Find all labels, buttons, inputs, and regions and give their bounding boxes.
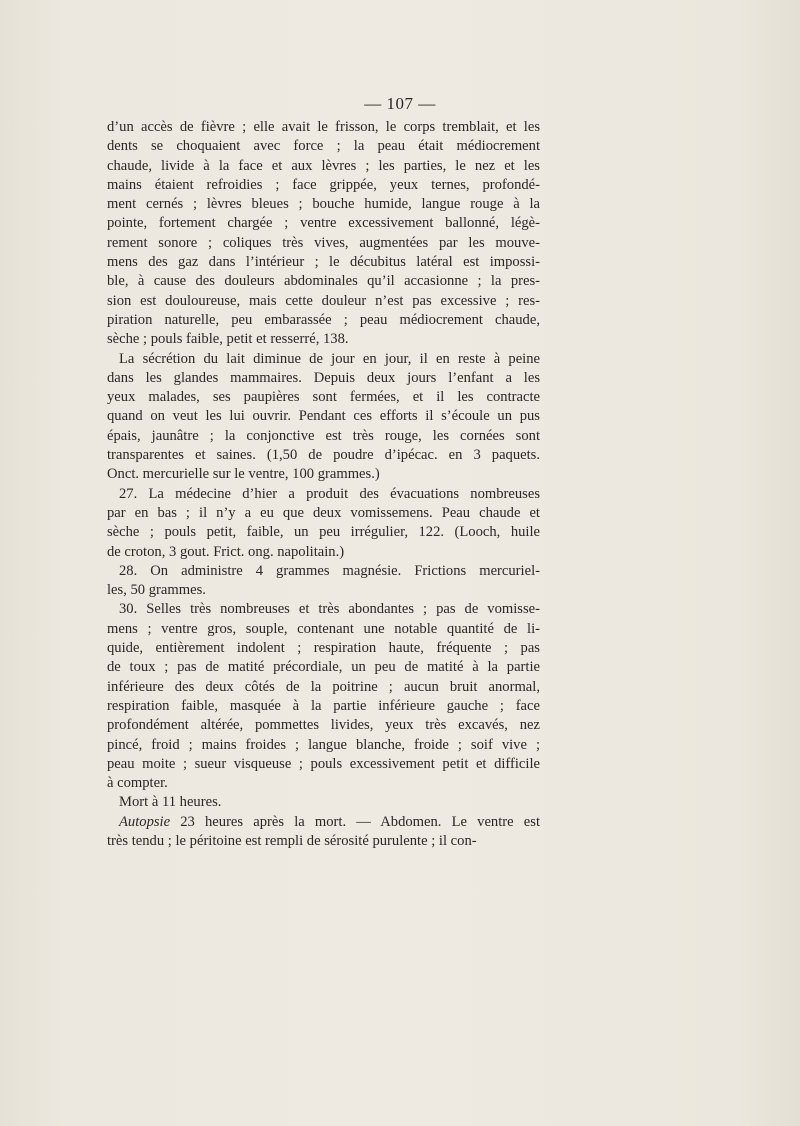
text-line: [107, 272, 540, 291]
text-line: [107, 581, 540, 600]
text-line-content: ble, à cause des douleurs abdominales qu’il accasionne ; la pres-: [107, 273, 540, 290]
text-line-content: rement sonore ; coliques très vives, augmentées par les mouve-: [107, 234, 540, 251]
text-line-content: les, 50 grammes.: [107, 582, 206, 599]
text-line-content: quide, entièrement indolent ; respiration haute, fréquente ; pas: [107, 640, 540, 657]
text-line: [107, 658, 540, 677]
text-line-content: 23 heures après la mort. — Abdomen. Le ventre est: [170, 813, 540, 830]
text-line: [107, 755, 540, 774]
text-line: [107, 639, 540, 658]
text-line-content: dans les glandes mammaires. Depuis deux jours l’enfant a les: [107, 369, 540, 386]
italic-heading: Autopsie: [119, 813, 171, 830]
text-line: [107, 678, 540, 697]
text-line-content: épais, jaunâtre ; la conjonctive est très rouge, les cornées sont: [107, 427, 540, 444]
text-line: [107, 697, 540, 716]
text-line-content: quand on veut les lui ouvrir. Pendant ces efforts il s’écoule un pus: [107, 408, 540, 425]
text-line-content: de croton, 3 gout. Frict. ong. napolitain.): [107, 543, 345, 560]
text-line: [107, 118, 540, 137]
text-line: [107, 388, 540, 407]
text-line-content: Onct. mercurielle sur le ventre, 100 grammes.): [107, 466, 380, 483]
text-line-content: pincé, froid ; mains froides ; langue blanche, froide ; soif vive ;: [107, 736, 540, 753]
text-line: [107, 195, 540, 214]
text-line-content: sion est douloureuse, mais cette douleur n’est pas excessive ; res-: [107, 292, 540, 309]
text-line: [107, 253, 540, 272]
text-line: [107, 793, 540, 812]
text-line-content: pointe, fortement chargée ; ventre excessivement ballonné, légè-: [107, 215, 540, 232]
text-line-content: par en bas ; il n’y a eu que deux vomissemens. Peau chaude et: [107, 504, 540, 521]
text-line-content: Mort à 11 heures.: [119, 794, 222, 811]
text-line: [107, 774, 540, 793]
text-line: [107, 504, 540, 523]
text-line-content: d’un accès de fièvre ; elle avait le frisson, le corps tremblait, et les: [107, 119, 540, 135]
text-line: [107, 292, 540, 311]
text-line-content: mens ; ventre gros, souple, contenant une notable quantité de li-: [107, 620, 540, 637]
text-line-content: inférieure des deux côtés de la poitrine ; aucun bruit anormal,: [107, 678, 540, 695]
text-line-content: très tendu ; le péritoine est rempli de sérosité purulente ; il con-: [107, 832, 477, 849]
text-line: [107, 543, 540, 562]
text-line: [107, 446, 540, 465]
page-number: — 107 —: [364, 94, 436, 113]
text-line-content: 30. Selles très nombreuses et très abondantes ; pas de vomisse-: [119, 601, 540, 618]
text-line-content: yeux malades, ses paupières sont fermées, et il les contracte: [107, 389, 540, 406]
text-line: [107, 523, 540, 542]
text-line: [107, 176, 540, 195]
body-text: [107, 118, 540, 851]
text-line: [107, 427, 540, 446]
text-line: [107, 485, 540, 504]
text-line-content: mains étaient refroidies ; face grippée, yeux ternes, profondé-: [107, 176, 540, 193]
text-line-content: peau moite ; sueur visqueuse ; pouls excessivement petit et difficile: [107, 755, 540, 772]
text-line-content: 27. La médecine d’hier a produit des évacuations nombreuses: [119, 485, 540, 502]
text-line-content: transparentes et saines. (1,50 de poudre d’ipécac. en 3 paquets.: [107, 447, 540, 464]
text-line: [107, 407, 540, 426]
text-line-content: chaude, livide à la face et aux lèvres ; les parties, le nez et les: [107, 157, 540, 174]
text-line: [107, 465, 540, 484]
text-line-content: profondément altérée, pommettes livides, yeux très excavés, nez: [107, 717, 540, 734]
text-line: [107, 813, 540, 832]
text-line: [107, 137, 540, 156]
text-line-content: ment cernés ; lèvres bleues ; bouche humide, langue rouge à la: [107, 196, 540, 213]
text-line: [107, 350, 540, 369]
text-line-content: mens des gaz dans l’intérieur ; le décubitus latéral est impossi-: [107, 254, 540, 271]
text-line: [107, 716, 540, 735]
text-line-content: La sécrétion du lait diminue de jour en jour, il en reste à peine: [119, 350, 540, 367]
text-line: [107, 330, 540, 349]
text-line: [107, 736, 540, 755]
text-line-content: à compter.: [107, 775, 168, 792]
text-line: [107, 157, 540, 176]
text-line: [107, 311, 540, 330]
text-line-content: 28. On administre 4 grammes magnésie. Frictions mercuriel-: [119, 562, 540, 579]
text-line-content: sèche ; pouls petit, faible, un peu irrégulier, 122. (Looch, huile: [107, 524, 540, 541]
text-line-content: dents se choquaient avec force ; la peau était médiocrement: [107, 138, 540, 155]
text-line-content: de toux ; pas de matité précordiale, un peu de matité à la partie: [107, 659, 540, 676]
text-line-content: sèche ; pouls faible, petit et resserré, 138.: [107, 331, 349, 348]
text-line: [107, 600, 540, 619]
text-line-content: respiration faible, masquée à la partie inférieure gauche ; face: [107, 697, 540, 714]
text-line: [107, 214, 540, 233]
text-line: [107, 620, 540, 639]
text-line: [107, 369, 540, 388]
text-line: [107, 234, 540, 253]
text-line: [107, 562, 540, 581]
text-line-content: piration naturelle, peu embarassée ; peau médiocrement chaude,: [107, 311, 540, 328]
text-line: [107, 832, 540, 851]
